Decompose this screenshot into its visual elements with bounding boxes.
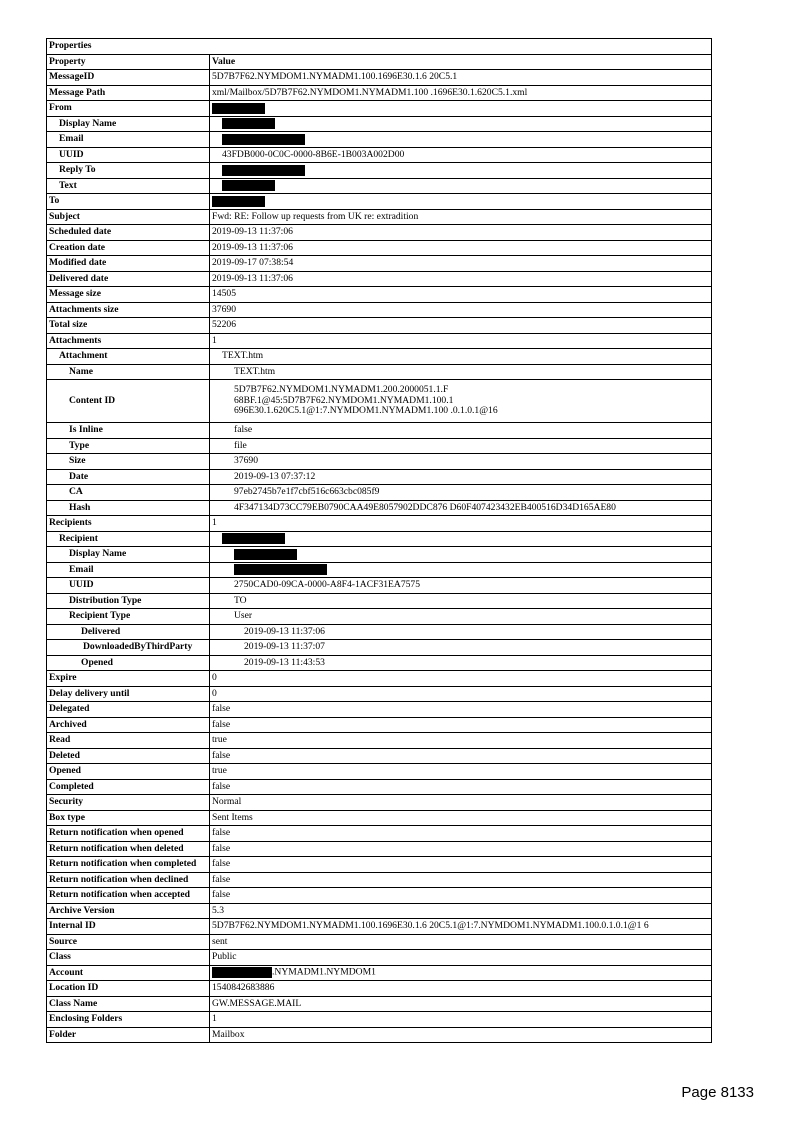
redaction-bar [222, 180, 275, 191]
property-cell: Class Name [47, 996, 210, 1012]
property-cell: CA [47, 485, 210, 501]
value-cell [210, 147, 712, 163]
property-cell: MessageID [47, 70, 210, 86]
property-cell: Recipient Type [47, 609, 210, 625]
table-row [47, 717, 712, 733]
property-cell: Creation date [47, 240, 210, 256]
value-cell [210, 888, 712, 904]
redaction-bar [212, 967, 272, 978]
table-row [47, 1027, 712, 1043]
table-row [47, 364, 712, 380]
property-cell: Scheduled date [47, 225, 210, 241]
value-cell [210, 225, 712, 241]
property-cell: Attachments [47, 333, 210, 349]
table-row [47, 454, 712, 470]
value-cell [210, 857, 712, 873]
table-title: Properties [47, 39, 712, 55]
value-cell [210, 578, 712, 594]
value-cell [210, 209, 712, 225]
property-cell: Return notification when completed [47, 857, 210, 873]
value-cell [210, 178, 712, 194]
property-cell: Message Path [47, 85, 210, 101]
value-text: 5D7B7F62.NYMDOM1.NYMADM1.100.1696E30.1.6 20C5.1 [212, 71, 458, 82]
value-cell [210, 256, 712, 272]
value-text: 2019-09-17 07:38:54 [212, 257, 294, 268]
value-cell [210, 903, 712, 919]
value-text: .NYMADM1.NYMDOM1 [272, 966, 376, 978]
value-text: 2019-09-13 11:37:06 [212, 272, 293, 284]
property-cell: Read [47, 733, 210, 749]
table-row [47, 779, 712, 795]
table-row [47, 934, 712, 950]
value-cell [210, 438, 712, 454]
property-cell: Name [47, 364, 210, 380]
property-cell: Completed [47, 779, 210, 795]
value-text: false [212, 780, 231, 792]
property-cell: Enclosing Folders [47, 1012, 210, 1028]
table-row [47, 318, 712, 334]
value-cell [210, 733, 712, 749]
property-cell: Source [47, 934, 210, 950]
value-text: true [212, 765, 227, 776]
value-cell [210, 454, 712, 470]
value-text: Sent Items [212, 811, 253, 823]
value-cell [210, 318, 712, 334]
value-text: 52206 [212, 319, 236, 330]
value-text: sent [212, 935, 228, 947]
value-text: TO [234, 594, 247, 606]
value-text: false [212, 873, 231, 885]
property-cell: Delegated [47, 702, 210, 718]
value-text: Mailbox [212, 1028, 245, 1040]
property-cell: Recipient [47, 531, 210, 547]
value-cell [210, 101, 712, 117]
table-row [47, 333, 712, 349]
value-text: 43FDB000-0C0C-0000-8B6E-1B003A002D00 [222, 148, 405, 160]
value-text: 14505 [212, 288, 236, 299]
value-text: 2019-09-13 11:37:07 [244, 641, 325, 652]
value-text: false [212, 718, 231, 730]
table-row [47, 733, 712, 749]
property-cell: Account [47, 965, 210, 981]
column-header-value: Value [210, 54, 712, 70]
value-text: 5.3 [212, 904, 224, 916]
value-cell [210, 702, 712, 718]
property-cell: Is Inline [47, 423, 210, 439]
property-cell: Box type [47, 810, 210, 826]
value-cell [210, 934, 712, 950]
value-text: 2019-09-13 11:37:06 [244, 625, 325, 637]
value-text: Fwd: RE: Follow up requests from UK re: extradition [212, 210, 419, 222]
value-text: User [234, 610, 253, 621]
property-cell: Delivered date [47, 271, 210, 287]
property-cell: Class [47, 950, 210, 966]
value-cell [210, 516, 712, 532]
table-row [47, 981, 712, 997]
value-cell [210, 469, 712, 485]
value-cell [210, 562, 712, 578]
table-row [47, 70, 712, 86]
redaction-bar [234, 549, 297, 560]
value-cell [210, 872, 712, 888]
table-row [47, 624, 712, 640]
table-row [47, 562, 712, 578]
table-row [47, 965, 712, 981]
value-cell [210, 163, 712, 179]
property-cell: Opened [47, 655, 210, 671]
value-text: true [212, 734, 227, 745]
property-cell: Total size [47, 318, 210, 334]
table-row [47, 841, 712, 857]
redaction-bar [222, 165, 305, 176]
value-cell [210, 810, 712, 826]
property-cell: Return notification when declined [47, 872, 210, 888]
value-cell [210, 333, 712, 349]
property-cell: Location ID [47, 981, 210, 997]
value-text: false [212, 827, 231, 838]
redaction-bar [222, 134, 305, 145]
value-cell [210, 485, 712, 501]
property-cell: DownloadedByThirdParty [47, 640, 210, 656]
table-row [47, 919, 712, 935]
property-cell: Archive Version [47, 903, 210, 919]
value-text: false [212, 858, 231, 869]
property-cell: Return notification when accepted [47, 888, 210, 904]
value-text: 1 [212, 1013, 217, 1024]
table-row [47, 469, 712, 485]
value-text: 2019-09-13 11:37:06 [212, 241, 293, 253]
table-row [47, 485, 712, 501]
property-cell: Attachments size [47, 302, 210, 318]
value-cell [210, 1027, 712, 1043]
table-row [47, 178, 712, 194]
value-text: Normal [212, 796, 242, 807]
table-row [47, 748, 712, 764]
property-cell: From [47, 101, 210, 117]
value-cell [210, 965, 712, 981]
property-cell: Deleted [47, 748, 210, 764]
table-row [47, 209, 712, 225]
value-text: 1540842683886 [212, 982, 275, 993]
table-row [47, 240, 712, 256]
table-row [47, 287, 712, 303]
value-text: 5D7B7F62.NYMDOM1.NYMADM1.100.1696E30.1.6 20C5.1@1:7.NYMDOM1.NYMADM1.100.0.1.0.1@1 6 [212, 920, 649, 931]
property-cell: Text [47, 178, 210, 194]
property-cell: Hash [47, 500, 210, 516]
properties-table [46, 38, 712, 1043]
value-cell [210, 85, 712, 101]
value-text: 4F347134D73CC79EB0790CAA49E8057902DDC876 D60F407423432EB400516D34D165AE80 [234, 501, 616, 513]
table-row [47, 1012, 712, 1028]
value-text: file [234, 439, 247, 451]
value-text: 1 [212, 517, 217, 528]
table-row [47, 640, 712, 656]
property-cell: Folder [47, 1027, 210, 1043]
table-row [47, 702, 712, 718]
property-cell: Display Name [47, 116, 210, 132]
property-cell: Email [47, 562, 210, 578]
table-row [47, 101, 712, 117]
table-row [47, 547, 712, 563]
value-text: TEXT.htm [234, 365, 276, 377]
value-cell [210, 919, 712, 935]
table-row [47, 147, 712, 163]
table-row [47, 578, 712, 594]
value-cell [210, 950, 712, 966]
value-cell [210, 531, 712, 547]
value-cell [210, 132, 712, 148]
value-cell [210, 996, 712, 1012]
value-text: 0 [212, 672, 217, 683]
value-text: false [234, 424, 253, 435]
value-text: 2750CAD0-09CA-0000-A8F4-1ACF31EA7575 [234, 579, 421, 590]
value-cell [210, 547, 712, 563]
table-row [47, 795, 712, 811]
value-cell [210, 981, 712, 997]
page-number: Page 8133 [681, 1084, 754, 1101]
property-cell: Distribution Type [47, 593, 210, 609]
property-cell: Return notification when deleted [47, 841, 210, 857]
property-cell: Email [47, 132, 210, 148]
value-cell [210, 671, 712, 687]
value-text: Public [212, 951, 237, 962]
property-cell: Opened [47, 764, 210, 780]
property-cell: Modified date [47, 256, 210, 272]
property-cell: Message size [47, 287, 210, 303]
table-row [47, 609, 712, 625]
value-text: 1 [212, 334, 217, 346]
value-text: 0 [212, 687, 217, 699]
column-header-property: Property [47, 54, 210, 70]
value-cell [210, 271, 712, 287]
value-text: GW.MESSAGE.MAIL [212, 997, 302, 1009]
table-row [47, 116, 712, 132]
property-cell: Content ID [47, 380, 210, 423]
table-row [47, 764, 712, 780]
value-cell [210, 640, 712, 656]
table-header-row [47, 54, 712, 70]
value-cell [210, 841, 712, 857]
table-row [47, 438, 712, 454]
table-row [47, 302, 712, 318]
value-cell [210, 764, 712, 780]
value-cell [210, 826, 712, 842]
table-row [47, 810, 712, 826]
table-row [47, 996, 712, 1012]
table-row [47, 516, 712, 532]
property-cell: Size [47, 454, 210, 470]
value-text: 5D7B7F62.NYMDOM1.NYMADM1.200.2000051.1.F 68BF.1@45:5D7B7F62.NYMDOM1.NYMADM1.100.1 696E30.1.620C5.1@1:7.NYMDOM1.NYMADM1.100 .0.1.0.1@16 [234, 384, 498, 417]
table-row [47, 826, 712, 842]
value-text: 37690 [234, 455, 258, 466]
property-cell: Internal ID [47, 919, 210, 935]
value-cell [210, 624, 712, 640]
property-cell: UUID [47, 147, 210, 163]
value-cell [210, 717, 712, 733]
table-row [47, 132, 712, 148]
property-cell: Archived [47, 717, 210, 733]
table-row [47, 686, 712, 702]
property-cell: Security [47, 795, 210, 811]
value-text: 2019-09-13 11:37:06 [212, 226, 293, 237]
property-cell: Subject [47, 209, 210, 225]
property-cell: Reply To [47, 163, 210, 179]
property-cell: Recipients [47, 516, 210, 532]
value-text: false [212, 749, 231, 761]
value-text: 2019-09-13 11:43:53 [244, 656, 325, 668]
property-cell: Expire [47, 671, 210, 687]
property-cell: UUID [47, 578, 210, 594]
redaction-bar [234, 564, 327, 575]
value-cell [210, 655, 712, 671]
value-cell [210, 686, 712, 702]
value-cell [210, 748, 712, 764]
value-text: 97eb2745b7e1f7cbf516c663cbc085f9 [234, 486, 380, 497]
table-row [47, 671, 712, 687]
table-row [47, 872, 712, 888]
value-text: TEXT.htm [222, 350, 264, 361]
table-row [47, 655, 712, 671]
table-row [47, 380, 712, 423]
table-row [47, 857, 712, 873]
table-row [47, 271, 712, 287]
value-cell [210, 349, 712, 365]
value-cell [210, 423, 712, 439]
value-cell [210, 609, 712, 625]
value-cell [210, 380, 712, 423]
property-cell: Display Name [47, 547, 210, 563]
value-cell [210, 795, 712, 811]
redaction-bar [212, 196, 265, 207]
table-row [47, 163, 712, 179]
property-cell: Delivered [47, 624, 210, 640]
value-cell [210, 364, 712, 380]
table-row [47, 194, 712, 210]
value-text: false [212, 842, 231, 854]
property-cell: Return notification when opened [47, 826, 210, 842]
value-text: 2019-09-13 07:37:12 [234, 470, 316, 482]
value-cell [210, 593, 712, 609]
table-row [47, 349, 712, 365]
table-row [47, 225, 712, 241]
property-cell: Date [47, 469, 210, 485]
table-row [47, 85, 712, 101]
redaction-bar [222, 118, 275, 129]
property-cell: Type [47, 438, 210, 454]
table-title-row [47, 39, 712, 55]
property-cell: Attachment [47, 349, 210, 365]
value-cell [210, 240, 712, 256]
property-cell: To [47, 194, 210, 210]
redaction-bar [222, 533, 285, 544]
table-row [47, 423, 712, 439]
redaction-bar [212, 103, 265, 114]
value-cell [210, 302, 712, 318]
value-cell [210, 70, 712, 86]
value-text: xml/Mailbox/5D7B7F62.NYMDOM1.NYMADM1.100 .1696E30.1.620C5.1.xml [212, 86, 528, 98]
table-row [47, 256, 712, 272]
table-row [47, 531, 712, 547]
property-cell: Delay delivery until [47, 686, 210, 702]
table-row [47, 888, 712, 904]
value-text: 37690 [212, 303, 236, 315]
table-row [47, 500, 712, 516]
value-cell [210, 287, 712, 303]
value-cell [210, 1012, 712, 1028]
value-cell [210, 116, 712, 132]
value-cell [210, 779, 712, 795]
value-cell [210, 194, 712, 210]
table-row [47, 950, 712, 966]
table-row [47, 903, 712, 919]
table-row [47, 593, 712, 609]
value-text: false [212, 703, 231, 714]
value-cell [210, 500, 712, 516]
value-text: false [212, 889, 231, 900]
